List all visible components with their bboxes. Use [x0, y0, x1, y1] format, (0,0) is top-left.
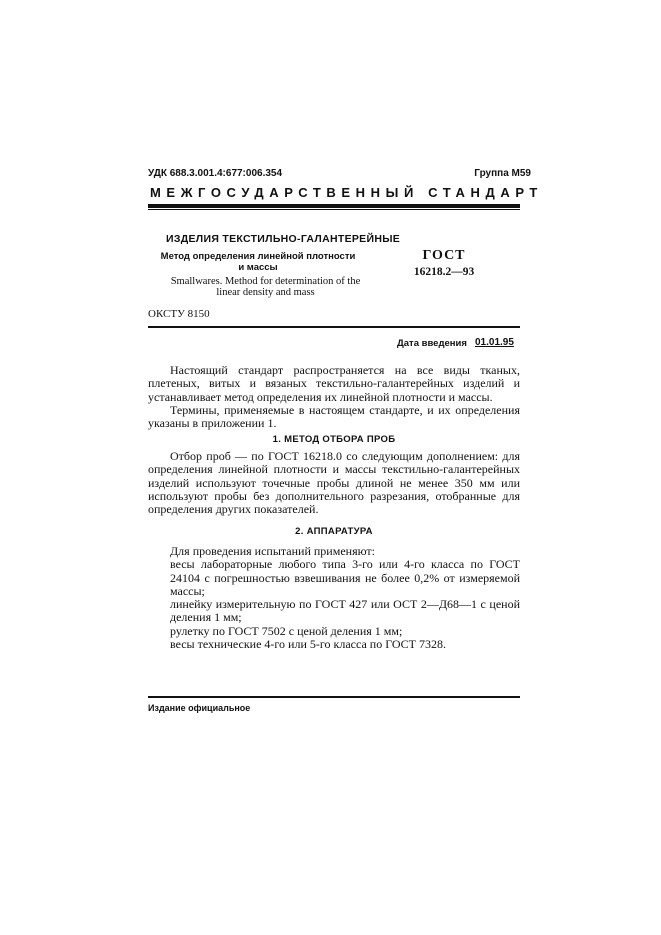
udk-code: УДК 688.3.001.4:677:006.354 — [148, 168, 283, 179]
section-2-heading: 2. АППАРАТУРА — [295, 526, 373, 537]
apparatus-item-3: рулетку по ГОСТ 7502 с ценой деления 1 мм; — [170, 623, 403, 638]
english-title — [148, 276, 383, 298]
apparatus-item-1: весы лабораторные любого типа 3-го или 4-го класса по ГОСТ 24104 с погрешностью взвешивания не более 0,2% от измеряемой массы; — [170, 557, 520, 598]
section-2-body — [148, 545, 520, 651]
document-subtitle — [148, 251, 368, 273]
english-title-line-1: Smallwares. Method for determination of the — [170, 276, 361, 287]
edition-note: Издание официальное — [148, 703, 251, 713]
subtitle-line-2: и массы — [238, 262, 278, 273]
gost-label: ГОСТ — [422, 248, 466, 263]
section-1-text: Отбор проб — по ГОСТ 16218.0 со следующим дополнением: для определения линейной плотности и массы текстильно-галантерейных изделий используют точечные пробы длиной не менее 350 мм или используют пробы без дополнительного разрезания, отобранные для определения других показателей. — [148, 449, 520, 517]
okstu-code: ОКСТУ 8150 — [148, 308, 210, 320]
group-code: Группа М59 — [474, 168, 531, 179]
header-rule-thin — [148, 209, 520, 210]
effective-date-value: 01.01.95 — [475, 337, 514, 348]
interstate-standard-heading: МЕЖГОСУДАРСТВЕННЫЙ СТАНДАРТ — [150, 185, 543, 200]
footer-rule — [148, 696, 520, 698]
apparatus-item-2: линейку измерительную по ГОСТ 427 или ОСТ 2—Д68—1 с ценой деления 1 мм; — [170, 597, 520, 625]
english-title-line-2: linear density and mass — [216, 287, 315, 298]
header-rule-thick — [148, 204, 520, 208]
intro-paragraph-1: Настоящий стандарт распространяется на все виды тканых, плетеных, витых и вязаных текстильно-галантерейных изделий и устанавливает метод определения их линейной плотности и массы. — [148, 363, 520, 404]
apparatus-item-4: весы технические 4-го или 5-го класса по ГОСТ 7328. — [170, 637, 446, 652]
title-rule — [148, 326, 520, 328]
intro-paragraph-2: Термины, применяемые в настоящем стандарте, и их определения указаны в приложении 1. — [148, 403, 520, 431]
document-title: ИЗДЕЛИЯ ТЕКСТИЛЬНО-ГАЛАНТЕРЕЙНЫЕ — [166, 233, 401, 245]
section-1-heading: 1. МЕТОД ОТБОРА ПРОБ — [272, 434, 396, 445]
subtitle-line-1: Метод определения линейной плотности — [160, 251, 356, 262]
effective-date-label: Дата введения — [397, 338, 467, 349]
section-2-lead: Для проведения испытаний применяют: — [170, 544, 375, 558]
gost-number: 16218.2—93 — [413, 266, 475, 278]
